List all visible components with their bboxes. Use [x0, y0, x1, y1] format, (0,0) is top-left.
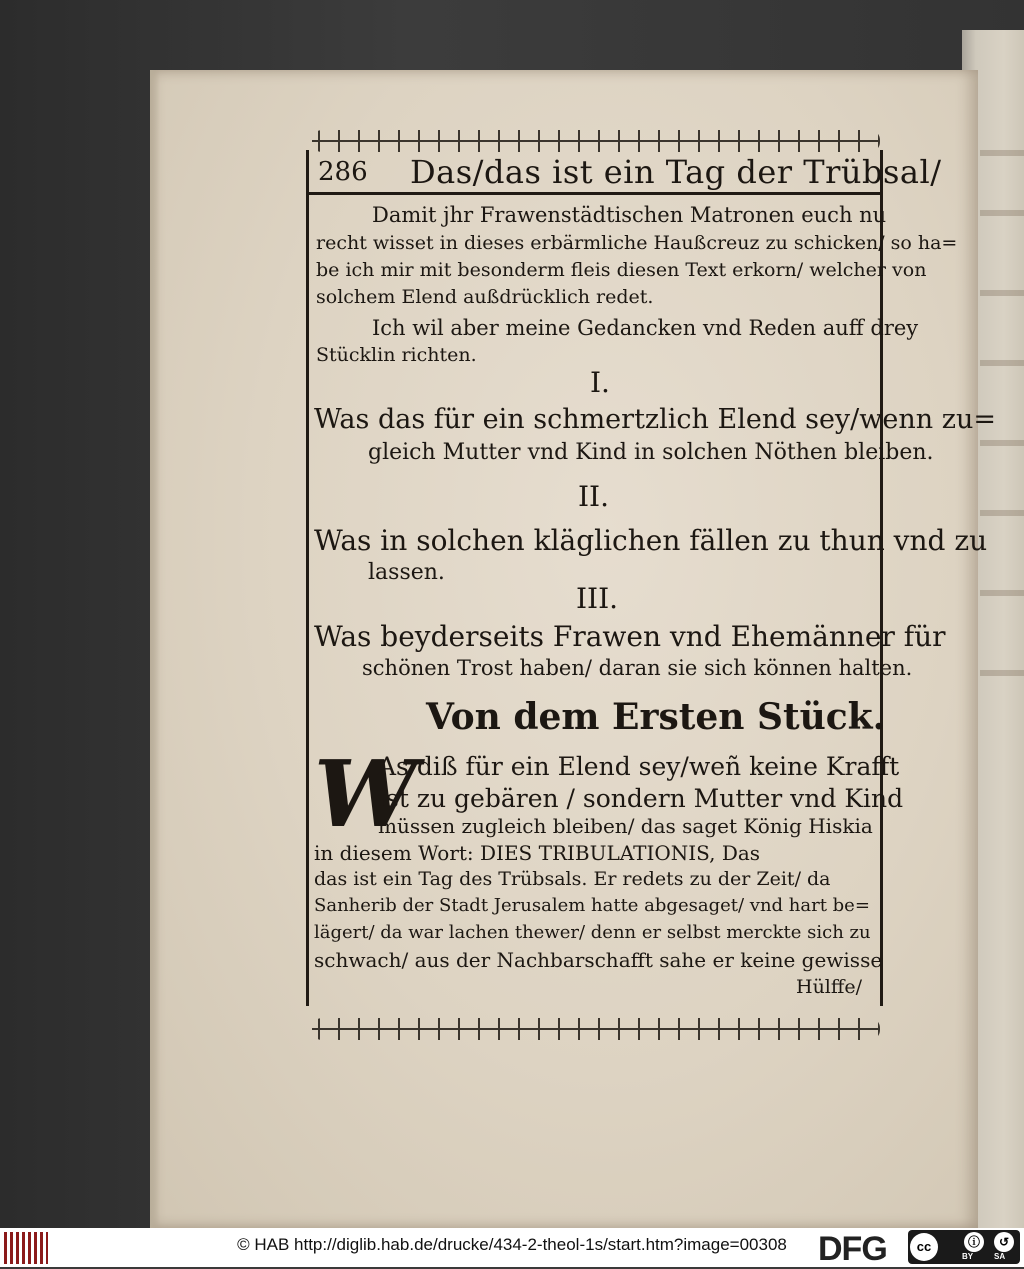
point-text: gleich Mutter vnd Kind in solchen Nöthen bleiben.: [368, 440, 934, 465]
body-line: müssen zugleich bleiben/ das saget König Hiskia: [378, 814, 873, 838]
point-text: Was beyderseits Frawen vnd Ehemänner für: [314, 620, 946, 653]
point-text: schönen Trost haben/ daran sie sich können halten.: [362, 656, 913, 680]
point-text: lassen.: [368, 560, 445, 585]
cc-license-badge[interactable]: [908, 1230, 1020, 1264]
intro-line: Stücklin richten.: [316, 344, 477, 366]
intro-line: be ich mir mit besonderm fleis diesen Text erkorn/ welcher von: [316, 259, 927, 281]
page-number: 286: [318, 157, 368, 187]
body-line: in diesem Wort: DIES TRIBULATIONIS, Das: [314, 841, 761, 865]
intro-line: Ich wil aber meine Gedancken vnd Reden auff drey: [372, 316, 919, 340]
intro-line: recht wisset in dieses erbärmliche Haußcreuz zu schicken/ so ha=: [316, 232, 958, 254]
point-numeral: II.: [578, 480, 610, 513]
ornament-border-top: [312, 130, 880, 152]
cc-by-label: BY: [962, 1252, 974, 1261]
body-line: lägert/ da war lachen thewer/ denn er selbst merckte sich zu: [314, 922, 871, 943]
intro-line: solchem Elend außdrücklich redet.: [316, 286, 654, 308]
body-line: schwach/ aus der Nachbarschafft sahe er keine gewisse: [314, 948, 883, 972]
footer-credit-link[interactable]: © HAB http://diglib.hab.de/drucke/434-2-theol-1s/start.htm?image=00308: [237, 1235, 787, 1254]
frame-left: [306, 188, 309, 1006]
cc-sa-label: SA: [994, 1252, 1006, 1261]
body-line: ist zu gebären / sondern Mutter vnd Kind: [378, 784, 904, 813]
body-line: das ist ein Tag des Trübsals. Er redets zu der Zeit/ da: [314, 868, 831, 890]
cc-icon: cc: [910, 1233, 938, 1261]
header-rule: [306, 192, 883, 195]
intro-line: Damit jhr Frawenstädtischen Matronen euch nu: [372, 203, 887, 227]
sa-icon: ↺: [994, 1232, 1014, 1252]
ornament-border-bottom: [312, 1018, 880, 1040]
dfg-logo[interactable]: DFG: [818, 1230, 887, 1268]
point-text: Was das für ein schmertzlich Elend sey/wenn zu=: [314, 404, 996, 435]
catchword: Hülffe/: [796, 976, 863, 998]
frame-header-left: [306, 150, 317, 192]
point-numeral: I.: [590, 366, 610, 399]
body-line: As diß für ein Elend sey/weñ keine Krafft: [378, 752, 900, 781]
by-icon: ⓘ: [964, 1232, 984, 1252]
body-line: Sanherib der Stadt Jerusalem hatte abgesaget/ vnd hart be=: [314, 895, 870, 916]
section-heading: Von dem Ersten Stück.: [426, 696, 886, 738]
page-gutter-shadow: [150, 70, 160, 1228]
point-numeral: III.: [576, 582, 619, 615]
drop-cap: W: [314, 740, 418, 848]
point-text: Was in solchen kläglichen fällen zu thun vnd zu: [314, 524, 988, 557]
running-header: Das/das ist ein Tag der Trübsal/: [410, 153, 942, 191]
